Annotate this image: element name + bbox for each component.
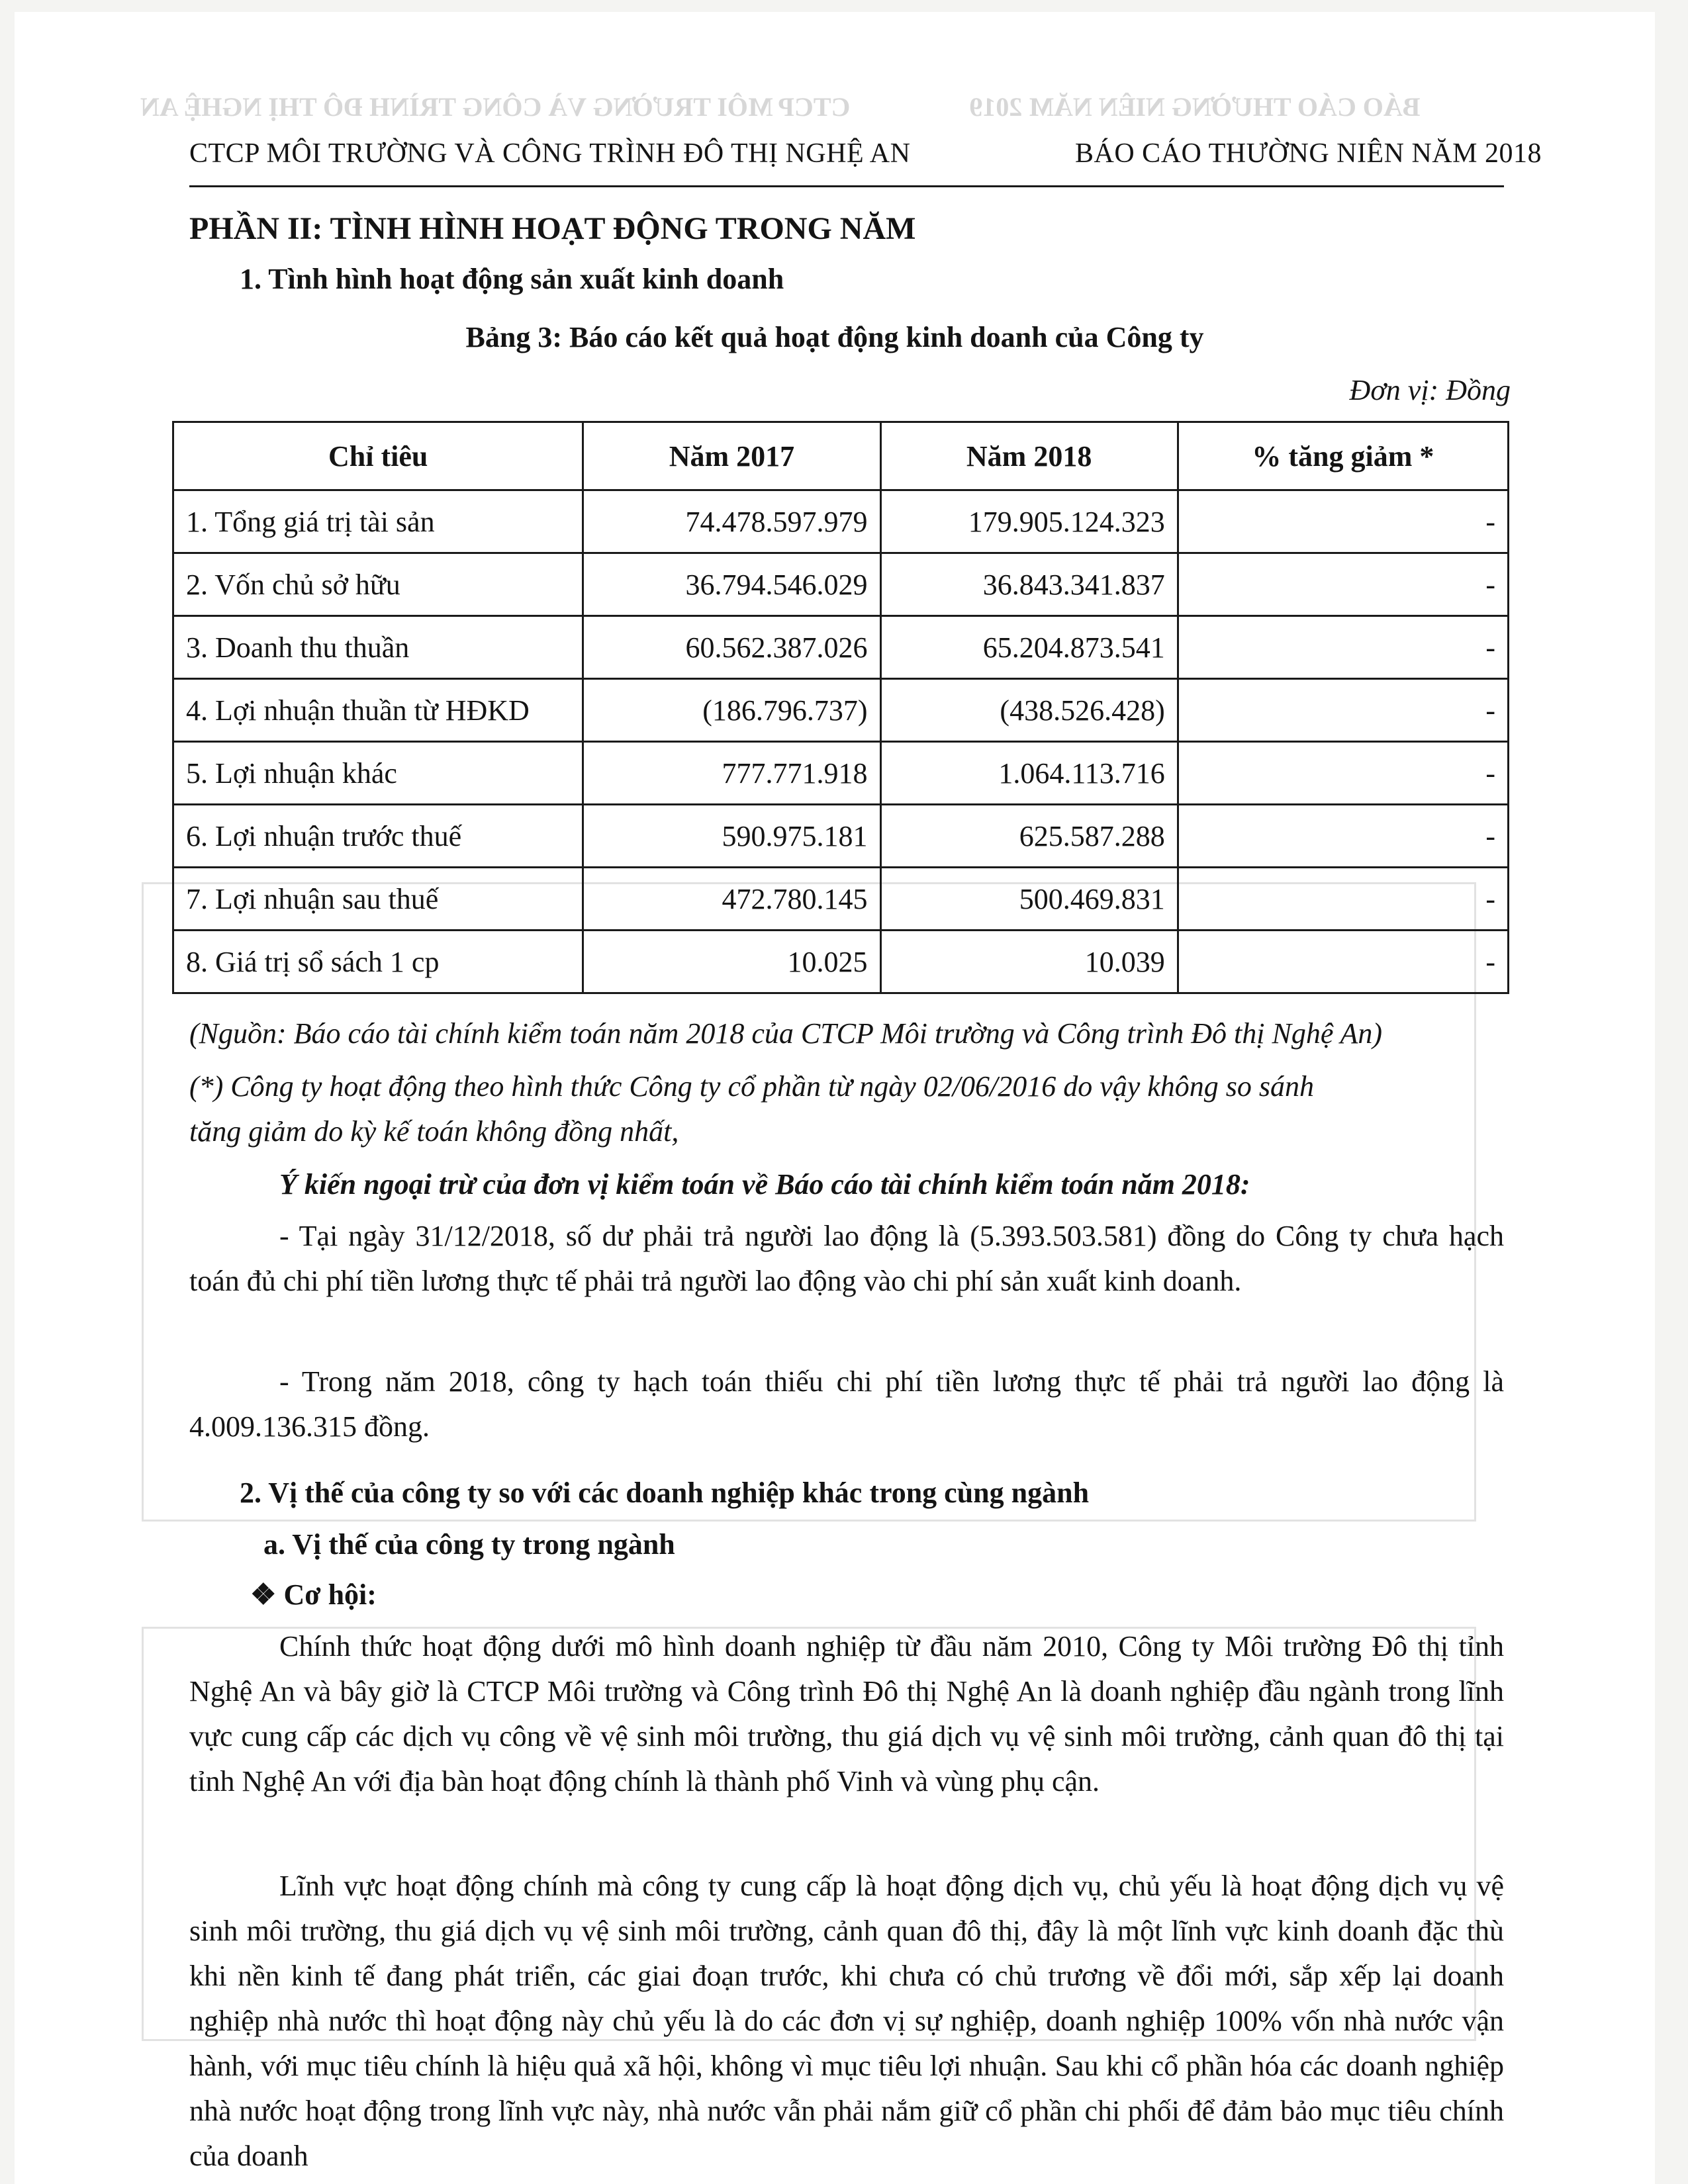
- row-value-2017: 10.025: [583, 931, 880, 993]
- footnote-line-2: tăng giảm do kỳ kế toán không đồng nhất,: [189, 1115, 679, 1148]
- row-value-2017: 74.478.597.979: [583, 490, 880, 553]
- row-value-2018: 179.905.124.323: [880, 490, 1178, 553]
- row-name: 6. Lợi nhuận trước thuế: [173, 805, 583, 868]
- row-name: 2. Vốn chủ sở hữu: [173, 553, 583, 616]
- row-value-2017: 777.771.918: [583, 742, 880, 805]
- row-name: 3. Doanh thu thuần: [173, 616, 583, 679]
- row-change: -: [1178, 868, 1508, 931]
- row-value-2017: (186.796.737): [583, 679, 880, 742]
- paragraph-text: Chính thức hoạt động dưới mô hình doanh nghiệp từ đầu năm 2010, Công ty Môi trường Đô thị tỉnh Nghệ An và bây giờ là CTCP Môi trường và Công trình Đô thị Nghệ An là doanh nghiệp đầu ngành trong lĩnh vực cung cấp các dịch vụ công về vệ sinh môi trường, thu giá dịch vụ vệ sinh môi trường, cảnh quan đô thị tại tỉnh Nghệ An với địa bàn hoạt động chính là thành phố Vinh và vùng phụ cận.: [189, 1630, 1504, 1797]
- row-value-2017: 60.562.387.026: [583, 616, 880, 679]
- header-report-title: BÁO CÁO THƯỜNG NIÊN NĂM 2018: [1075, 138, 1542, 169]
- table-row: [173, 553, 1509, 616]
- subsection-2-title: 2. Vị thế của công ty so với các doanh nghiệp khác trong cùng ngành: [240, 1477, 1090, 1509]
- audit-opinion-title: Ý kiến ngoại trừ của đơn vị kiểm toán về Báo cáo tài chính kiểm toán năm 2018:: [279, 1168, 1250, 1201]
- table-caption: Bảng 3: Báo cáo kết quả hoạt động kinh doanh của Công ty: [465, 321, 1204, 353]
- row-value-2018: (438.526.428): [880, 679, 1178, 742]
- audit-opinion-paragraph-1: [189, 1214, 1504, 1304]
- row-change: -: [1178, 805, 1508, 868]
- header-year-2017: Năm 2017: [583, 422, 880, 490]
- table-row: [173, 868, 1509, 931]
- row-name: 8. Giá trị sổ sách 1 cp: [173, 931, 583, 993]
- row-change: -: [1178, 553, 1508, 616]
- row-value-2018: 65.204.873.541: [880, 616, 1178, 679]
- paragraph-text: - Tại ngày 31/12/2018, số dư phải trả người lao động là (5.393.503.581) đồng do Công ty chưa hạch toán đủ chi phí tiền lương thực tế phải trả người lao động vào chi phí sản xuất kinh doanh.: [189, 1220, 1504, 1297]
- row-value-2018: 10.039: [880, 931, 1178, 993]
- table-row: [173, 805, 1509, 868]
- row-change: -: [1178, 742, 1508, 805]
- row-value-2018: 625.587.288: [880, 805, 1178, 868]
- row-value-2018: 36.843.341.837: [880, 553, 1178, 616]
- header-rule: [189, 185, 1504, 187]
- row-change: -: [1178, 931, 1508, 993]
- row-value-2017: 472.780.145: [583, 868, 880, 931]
- header-change: % tăng giảm *: [1178, 422, 1508, 490]
- row-value-2017: 36.794.546.029: [583, 553, 880, 616]
- business-results-table: [172, 421, 1509, 994]
- bleed-through-text: BÁO CÁO THƯỜNG NIÊN NĂM 2019 CTCP MÔI TRƯỜNG VÀ CÔNG TRÌNH ĐÔ THỊ NGHỆ AN: [140, 92, 1421, 122]
- row-name: 1. Tổng giá trị tài sản: [173, 490, 583, 553]
- header-company: CTCP MÔI TRƯỜNG VÀ CÔNG TRÌNH ĐÔ THỊ NGHỆ AN: [189, 138, 911, 169]
- business-field-paragraph: [189, 1864, 1504, 2179]
- section-title: PHẦN II: TÌNH HÌNH HOẠT ĐỘNG TRONG NĂM: [189, 211, 916, 246]
- row-name: 5. Lợi nhuận khác: [173, 742, 583, 805]
- header-year-2018: Năm 2018: [880, 422, 1178, 490]
- table-row: [173, 616, 1509, 679]
- paragraph-text: - Trong năm 2018, công ty hạch toán thiếu chi phí tiền lương thực tế phải trả người lao động là 4.009.136.315 đồng.: [189, 1365, 1504, 1443]
- source-note: (Nguồn: Báo cáo tài chính kiểm toán năm 2018 của CTCP Môi trường và Công trình Đô thị Nghệ An): [189, 1017, 1383, 1050]
- row-change: -: [1178, 490, 1508, 553]
- table-row: [173, 490, 1509, 553]
- subsection-2a-title: a. Vị thế của công ty trong ngành: [263, 1528, 675, 1561]
- paragraph-text: Lĩnh vực hoạt động chính mà công ty cung cấp là hoạt động dịch vụ, chủ yếu là hoạt động dịch vụ vệ sinh môi trường, thu giá dịch vụ vệ sinh môi trường, cảnh quan đô thị, đây là một lĩnh vực kinh doanh đặc thù khi nền kinh tế đang phát triển, các giai đoạn trước, khi chưa có chủ trương về đổi mới, sắp xếp lại doanh nghiệp nhà nước thì hoạt động này chủ yếu là do các đơn vị sự nghiệp, doanh nghiệp 100% vốn nhà nước vận hành, với mục tiêu chính là hiệu quả xã hội, không vì mục tiêu lợi nhuận. Sau khi cổ phần hóa các doanh nghiệp nhà nước hoạt động trong lĩnh vực này, nhà nước vẫn phải nắm giữ cổ phần chi phối để đảm bảo mục tiêu chính của doanh: [189, 1870, 1504, 2172]
- row-change: -: [1178, 616, 1508, 679]
- row-value-2018: 1.064.113.716: [880, 742, 1178, 805]
- opportunity-title: ❖ Cơ hội:: [250, 1578, 377, 1611]
- footnote-line-1: (*) Công ty hoạt động theo hình thức Công ty cổ phần từ ngày 02/06/2016 do vậy không so sánh: [189, 1070, 1315, 1103]
- row-name: 4. Lợi nhuận thuần từ HĐKD: [173, 679, 583, 742]
- table-row: [173, 742, 1509, 805]
- header-indicator: Chỉ tiêu: [173, 422, 583, 490]
- table-header-row: [173, 422, 1509, 490]
- row-change: -: [1178, 679, 1508, 742]
- row-value-2017: 590.975.181: [583, 805, 880, 868]
- table-row: [173, 931, 1509, 993]
- unit-label: Đơn vị: Đồng: [1349, 374, 1511, 406]
- subsection-1-title: 1. Tình hình hoạt động sản xuất kinh doanh: [240, 263, 784, 295]
- row-value-2018: 500.469.831: [880, 868, 1178, 931]
- audit-opinion-paragraph-2: [189, 1359, 1504, 1449]
- row-name: 7. Lợi nhuận sau thuế: [173, 868, 583, 931]
- document-page: [15, 12, 1655, 2184]
- table-row: [173, 679, 1509, 742]
- opportunity-paragraph: [189, 1624, 1504, 1804]
